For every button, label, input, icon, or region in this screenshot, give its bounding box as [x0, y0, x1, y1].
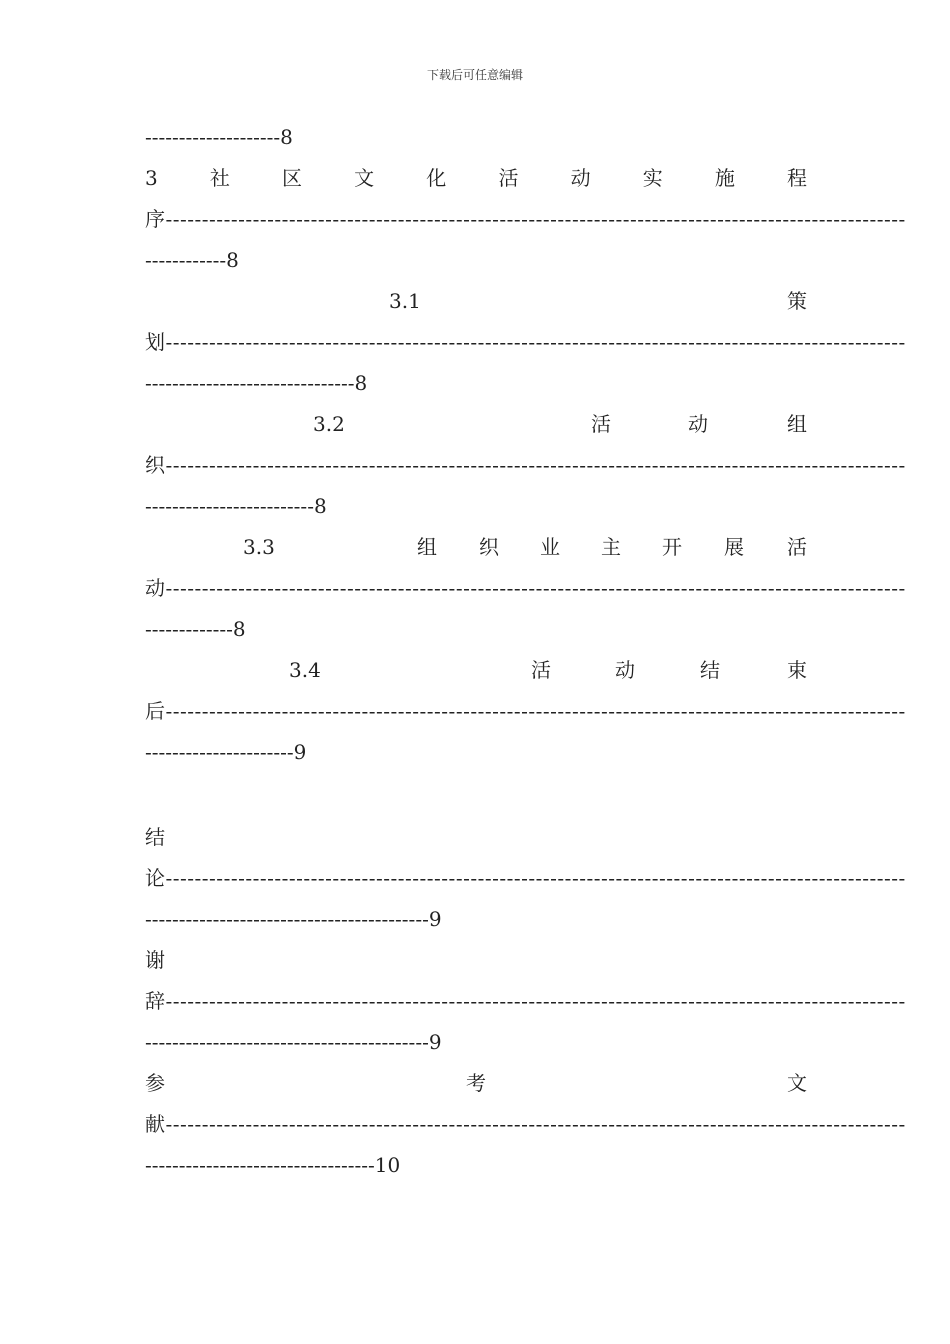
toc-page-ref: ------------------------------------------9: [145, 1030, 442, 1054]
section-number: 3.4: [289, 658, 321, 682]
toc-page-ref: ----------------------------------10: [145, 1153, 401, 1177]
toc-heading-3-2: 3.2 活 动 组: [145, 409, 807, 439]
toc-leader: 动------------------------------------------------------------------------------------------------------: [145, 576, 906, 600]
toc-continuation: --------------------8: [145, 125, 293, 149]
toc-leader: 序------------------------------------------------------------------------------------------------------: [145, 207, 906, 231]
toc-page-ref: -------------------------8: [145, 494, 327, 518]
toc-leader: 献------------------------------------------------------------------------------------------------------: [145, 1112, 906, 1136]
toc-heading-thanks: 谢: [145, 948, 165, 972]
toc-leader: 织------------------------------------------------------------------------------------------------------: [145, 453, 906, 477]
page-header: 下载后可任意编辑: [426, 68, 523, 82]
section-number: 3: [145, 166, 158, 190]
toc-heading-references: 参 考 文: [145, 1071, 807, 1095]
toc-leader: 辞------------------------------------------------------------------------------------------------------: [145, 989, 906, 1013]
toc-heading-3-1: 3.1 策: [145, 286, 807, 316]
toc-heading-conclusion: 结: [145, 825, 165, 849]
toc-page-ref: ------------8: [145, 248, 239, 272]
section-number: 3.3: [243, 535, 275, 559]
section-number: 3.2: [313, 412, 345, 436]
toc-leader: 后------------------------------------------------------------------------------------------------------: [145, 699, 906, 723]
toc-page-ref: ------------------------------------------9: [145, 907, 442, 931]
toc-page-ref: ----------------------9: [145, 740, 307, 764]
toc-page-ref: -------------8: [145, 617, 246, 641]
toc-leader: 论------------------------------------------------------------------------------------------------------: [145, 866, 906, 890]
toc-heading-3-4: 3.4 活 动 结 束: [145, 655, 807, 685]
toc-leader: 划------------------------------------------------------------------------------------------------------: [145, 330, 906, 354]
toc-page-ref: -------------------------------8: [145, 371, 368, 395]
section-number: 3.1: [389, 289, 421, 313]
toc-heading-3-3: 3.3 组 织 业 主 开 展 活: [145, 532, 807, 562]
toc-heading-3: 3 社 区 文 化 活 动 实 施 程: [145, 163, 807, 193]
